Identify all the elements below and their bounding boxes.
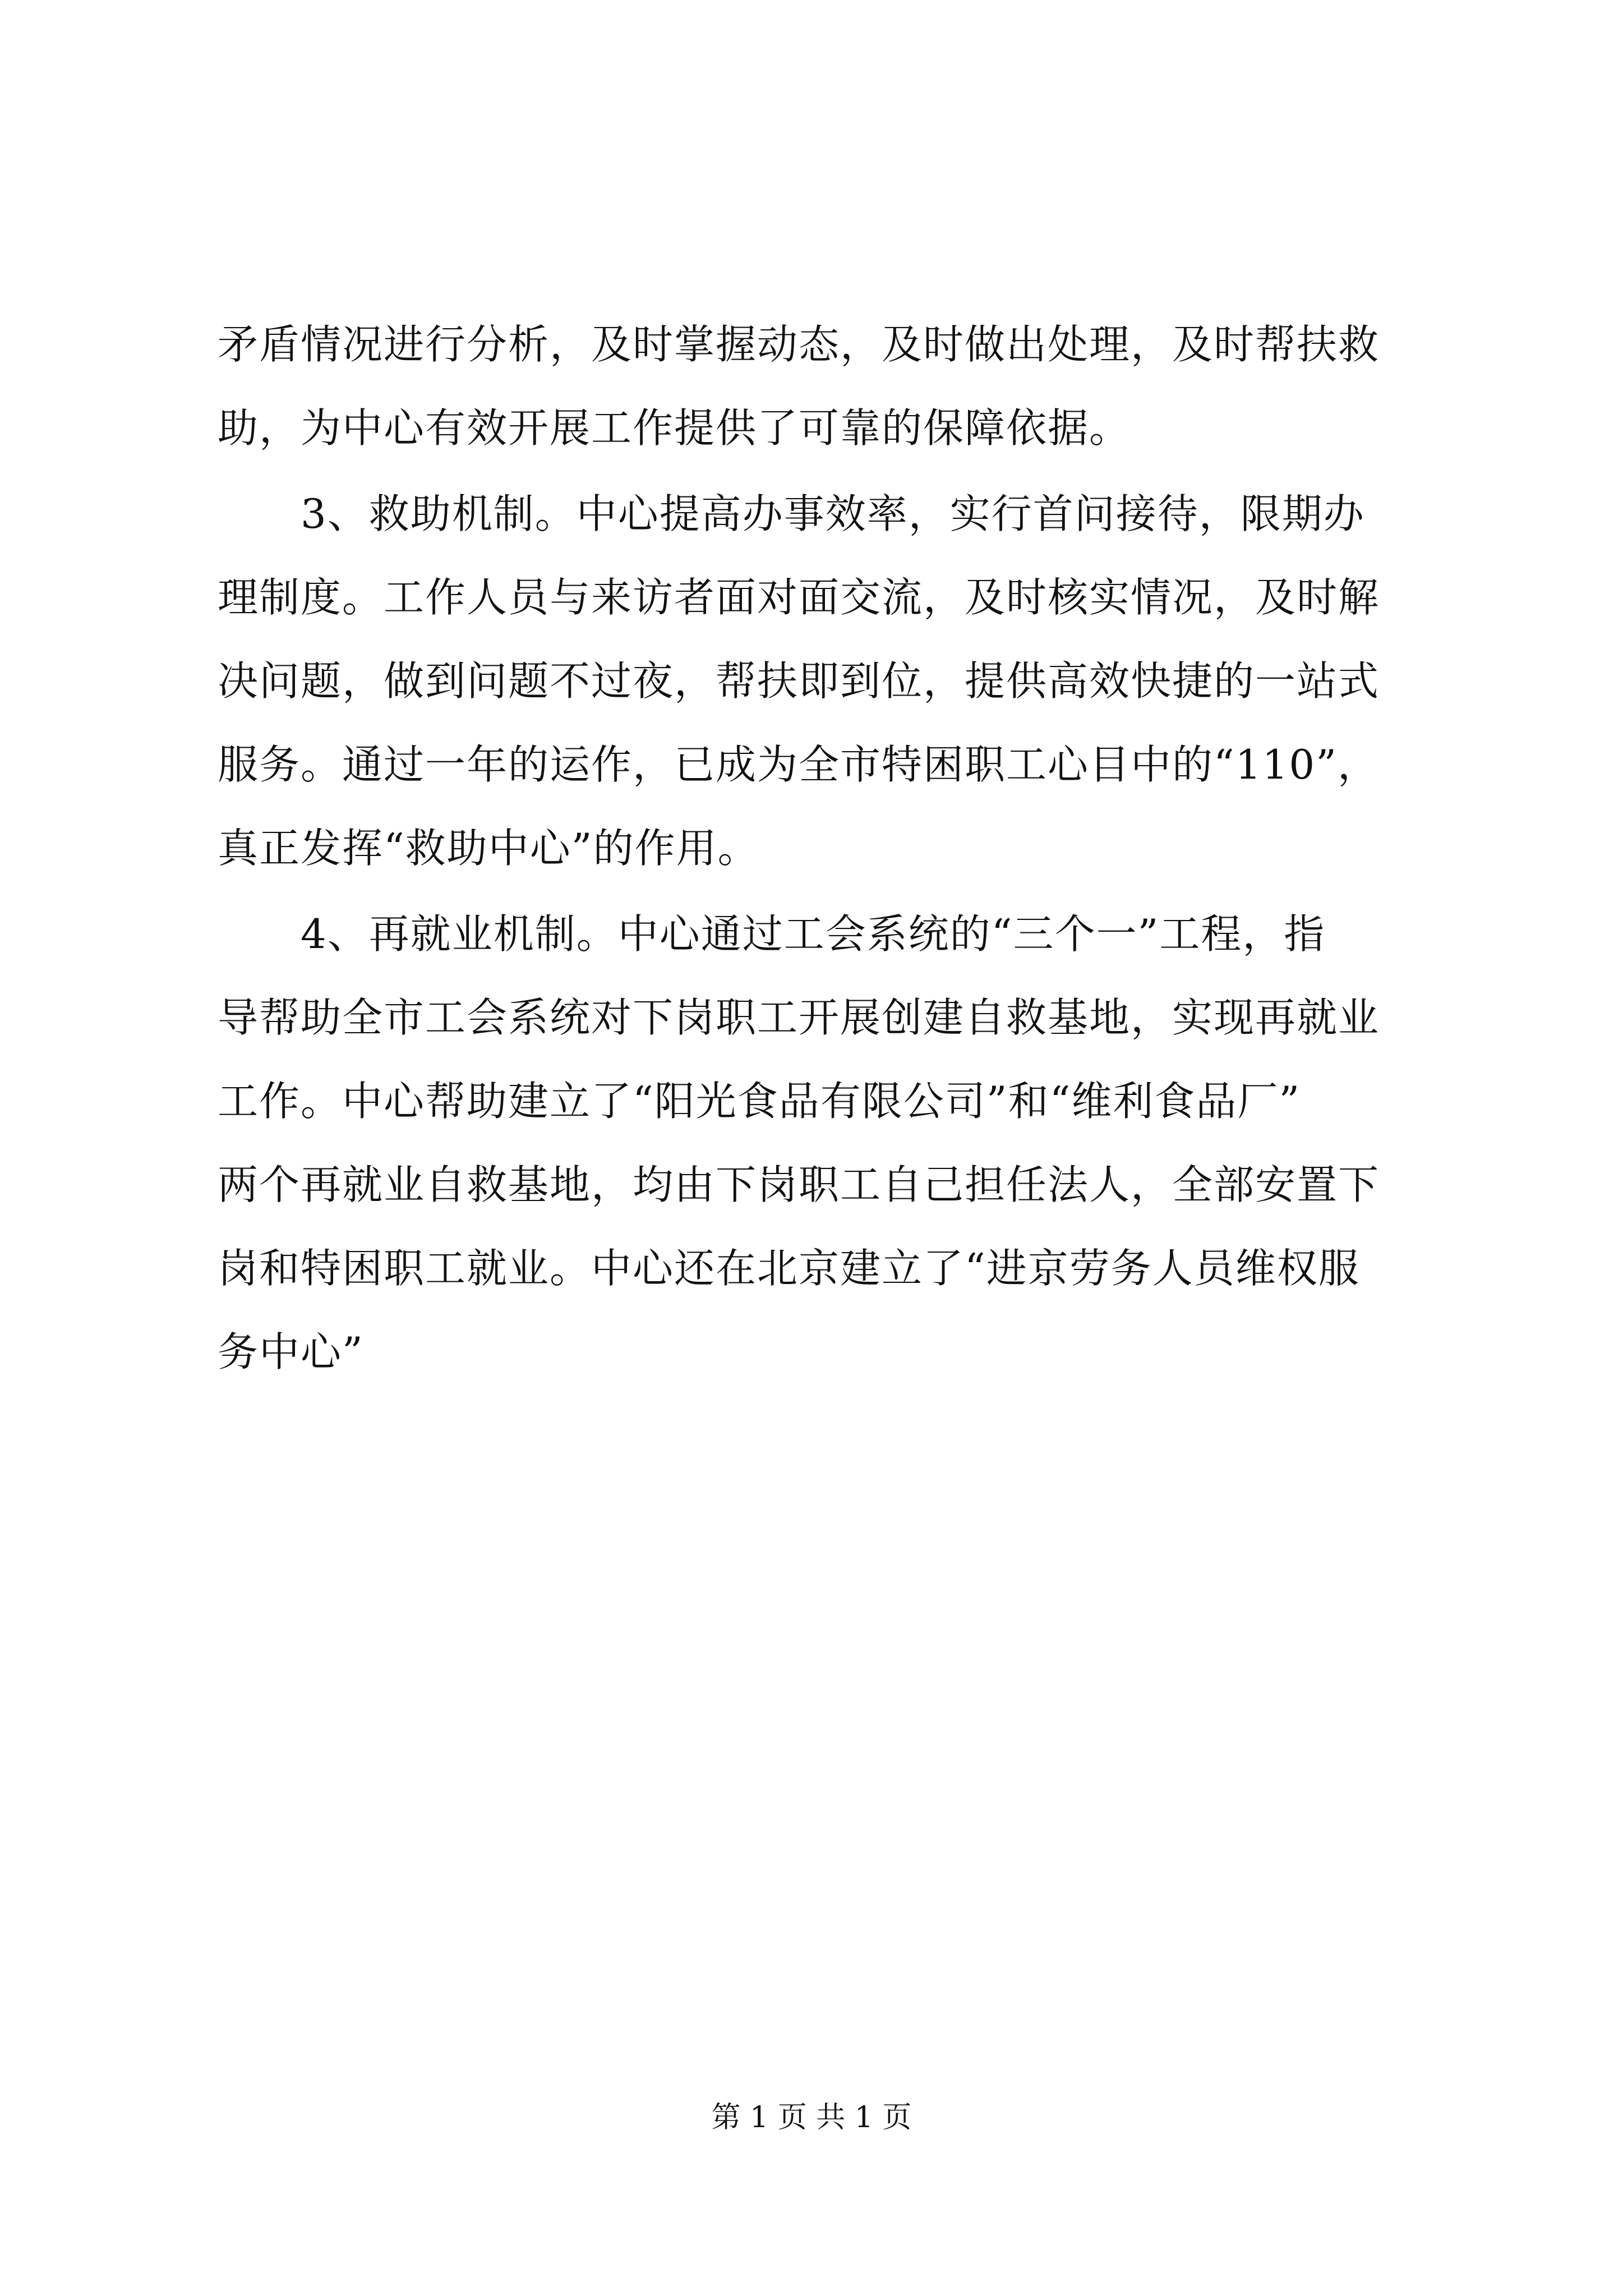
- page-footer: [0, 2098, 1623, 2137]
- text-line: 理制度。工作人员与来访者面对面交流，及时核实情况，及时解: [218, 574, 1380, 621]
- text-line: 务中心”: [218, 1328, 364, 1375]
- text-line: 服务。通过一年的运作，已成为全市特困职工心目中的“110”，: [218, 741, 1380, 788]
- text-line: 矛盾情况进行分析，及时掌握动态，及时做出处理，及时帮扶救: [218, 321, 1380, 368]
- text-line: 真正发挥“救助中心”的作用。: [218, 825, 759, 872]
- text-line: 两个再就业自救基地，均由下岗职工自己担任法人，全部安置下: [218, 1161, 1380, 1208]
- text-line: 3、救助机制。中心提高办事效率，实行首问接待，限期办: [218, 490, 1365, 537]
- document-body: [218, 303, 1412, 1394]
- text-line: 岗和特困职工就业。中心还在北京建立了“进京劳务人员维权服: [218, 1245, 1360, 1292]
- text-line: 4、再就业机制。中心通过工会系统的“三个一”工程，指: [218, 910, 1326, 958]
- page-number-label: 第 1 页 共 1 页: [711, 2101, 912, 2134]
- text-line: 导帮助全市工会系统对下岗职工开展创建自救基地，实现再就业: [218, 994, 1380, 1041]
- paragraph-continuation: [218, 303, 1412, 470]
- text-line: 助，为中心有效开展工作提供了可靠的保障依据。: [218, 404, 1131, 452]
- paragraph-reemployment-mechanism: [218, 892, 1412, 1394]
- text-line: 工作。中心帮助建立了“阳光食品有限公司”和“维利食品厂”: [218, 1078, 1301, 1125]
- paragraph-rescue-mechanism: [218, 472, 1412, 890]
- text-line: 决问题，做到问题不过夜，帮扶即到位，提供高效快捷的一站式: [218, 657, 1380, 705]
